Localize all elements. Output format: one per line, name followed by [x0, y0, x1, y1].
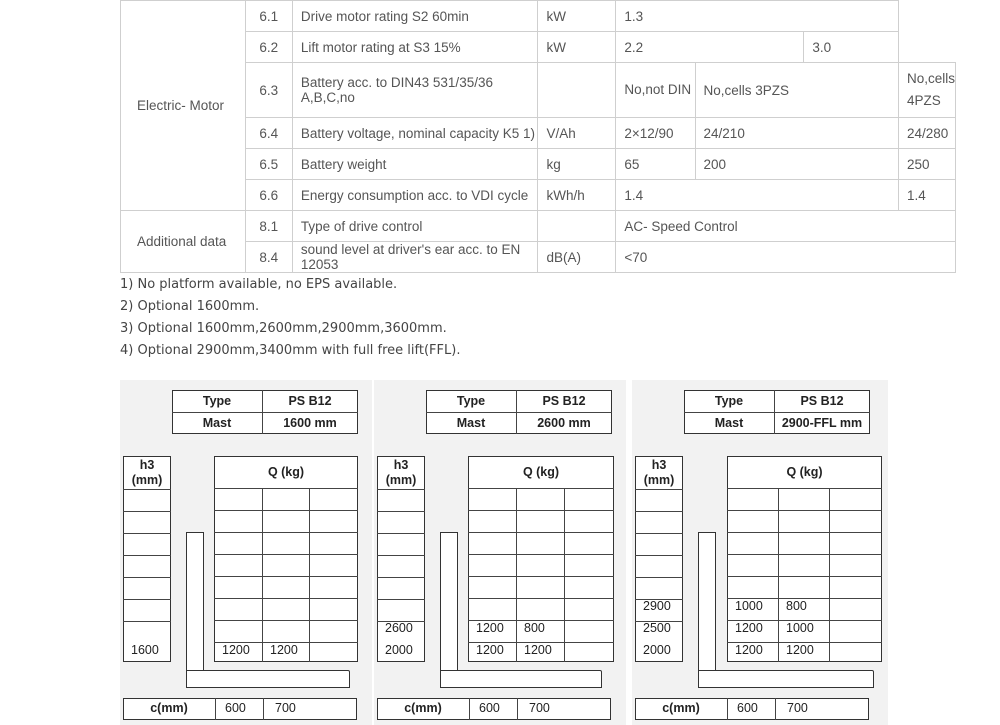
- mast-label: Mast: [714, 416, 744, 430]
- table-row: 6.5 Battery weight kg 65 200 250: [121, 149, 956, 180]
- q-value: 1200: [222, 643, 250, 657]
- c-value: 700: [787, 701, 808, 715]
- group-label: Additional data: [121, 211, 246, 273]
- grid-line: [727, 488, 882, 489]
- grid-line: [123, 511, 171, 512]
- grid-line: [214, 532, 358, 533]
- grid-line: [377, 555, 425, 556]
- footnote: 3) Optional 1600mm,2600mm,2900mm,3600mm.: [120, 321, 447, 336]
- h3-label: h3: [139, 458, 155, 472]
- grid-line: [635, 489, 683, 490]
- table-row: 6.3 Battery acc. to DIN43 531/35/36 A,B,C,no No,not DIN No,cells 3PZS No,cells 4PZS: [121, 63, 956, 118]
- q-value: 1200: [786, 643, 814, 657]
- footnote: 2) Optional 1600mm.: [120, 299, 260, 314]
- grid-line: [635, 577, 683, 578]
- grid-line: [214, 554, 358, 555]
- grid-line: [469, 698, 470, 720]
- grid-line: [123, 621, 171, 622]
- fork-upright: [440, 532, 458, 688]
- c-label: c(mm): [662, 701, 700, 715]
- h3-unit: (mm): [385, 473, 417, 487]
- q-value: 1200: [735, 643, 763, 657]
- table-row: 6.2 Lift motor rating at S3 15% kW 2.2 3.0: [121, 32, 956, 63]
- grid-line: [214, 576, 358, 577]
- load-diagram-1600: [120, 380, 372, 725]
- load-diagram-2600: [374, 380, 626, 725]
- grid-line: [517, 698, 518, 720]
- grid-line: [263, 698, 264, 720]
- h3-unit: (mm): [643, 473, 675, 487]
- table-row: Electric- Motor 6.1 Drive motor rating S2 60min kW 1.3: [121, 1, 956, 32]
- h3-value: 2900: [643, 599, 671, 613]
- mast-value: 1600 mm: [283, 416, 337, 430]
- fork-blade: [186, 670, 350, 688]
- grid-line: [377, 577, 425, 578]
- spec-table: [120, 0, 956, 273]
- table-row: 8.4 sound level at driver's ear acc. to EN 12053 dB(A) <70: [121, 242, 956, 273]
- fork-blade: [440, 670, 602, 688]
- footnote: 1) No platform available, no EPS available.: [120, 277, 398, 292]
- h3-value: 2500: [643, 621, 671, 635]
- type-label: Type: [714, 394, 744, 408]
- table-row: Additional data 8.1 Type of drive control AC- Speed Control: [121, 211, 956, 242]
- c-value: 700: [275, 701, 296, 715]
- grid-line: [214, 598, 358, 599]
- grid-line: [684, 412, 870, 413]
- grid-line: [775, 698, 776, 720]
- grid-line: [468, 510, 614, 511]
- grid-line: [377, 533, 425, 534]
- grid-line: [172, 412, 358, 413]
- grid-line: [377, 489, 425, 490]
- h3-value: 2000: [643, 643, 671, 657]
- grid-line: [214, 510, 358, 511]
- grid-line: [123, 555, 171, 556]
- grid-line: [468, 576, 614, 577]
- h3-value: 2000: [385, 643, 413, 657]
- grid-line: [309, 488, 310, 662]
- load-diagram-2900-ffl: [632, 380, 888, 725]
- grid-line: [468, 598, 614, 599]
- grid-line: [262, 488, 263, 662]
- q-label: Q (kg): [786, 465, 823, 479]
- mast-label: Mast: [456, 416, 486, 430]
- q-value: 800: [786, 599, 807, 613]
- grid-line: [635, 533, 683, 534]
- h3-value: 2600: [385, 621, 413, 635]
- footnotes: [120, 274, 460, 362]
- q-value: 800: [524, 621, 545, 635]
- type-value: PS B12: [542, 394, 586, 408]
- grid-line: [377, 599, 425, 600]
- c-label: c(mm): [404, 701, 442, 715]
- c-label: c(mm): [150, 701, 188, 715]
- table-row: 6.6 Energy consumption acc. to VDI cycle kWh/h 1.4 1.4: [121, 180, 956, 211]
- grid-line: [214, 488, 358, 489]
- type-label: Type: [202, 394, 232, 408]
- c-value: 600: [225, 701, 246, 715]
- mast-value: 2600 mm: [537, 416, 591, 430]
- group-label: Electric- Motor: [121, 1, 246, 211]
- q-label: Q (kg): [267, 465, 305, 479]
- grid-line: [123, 533, 171, 534]
- grid-line: [468, 532, 614, 533]
- q-value: 1200: [524, 643, 552, 657]
- fork-blade: [698, 670, 874, 688]
- grid-line: [468, 488, 614, 489]
- h3-label: h3: [393, 458, 409, 472]
- q-value: 1000: [786, 621, 814, 635]
- mast-label: Mast: [202, 416, 232, 430]
- grid-line: [635, 511, 683, 512]
- h3-label: h3: [651, 458, 667, 472]
- fork-upright: [186, 532, 204, 688]
- grid-line: [635, 555, 683, 556]
- c-value: 700: [529, 701, 550, 715]
- grid-line: [123, 577, 171, 578]
- fork-upright: [698, 532, 716, 688]
- q-label: Q (kg): [522, 465, 560, 479]
- h3-unit: (mm): [131, 473, 163, 487]
- grid-line: [468, 554, 614, 555]
- footnote: 4) Optional 2900mm,3400mm with full free lift(FFL).: [120, 343, 461, 358]
- q-value: 1200: [735, 621, 763, 635]
- grid-line: [727, 510, 882, 511]
- grid-line: [377, 511, 425, 512]
- table-row: 6.4 Battery voltage, nominal capacity K5 1) V/Ah 2×12/90 24/210 24/280: [121, 118, 956, 149]
- q-value: 1200: [476, 643, 504, 657]
- grid-line: [214, 620, 358, 621]
- q-value: 1000: [735, 599, 763, 613]
- grid-line: [215, 698, 216, 720]
- type-value: PS B12: [800, 394, 844, 408]
- c-value: 600: [737, 701, 758, 715]
- grid-line: [426, 412, 612, 413]
- type-value: PS B12: [288, 394, 332, 408]
- grid-line: [123, 489, 171, 490]
- c-value: 600: [479, 701, 500, 715]
- grid-line: [123, 599, 171, 600]
- grid-line: [727, 532, 882, 533]
- mast-value: 2900-FFL mm: [781, 416, 863, 430]
- q-value: 1200: [270, 643, 298, 657]
- grid-line: [727, 554, 882, 555]
- grid-line: [727, 698, 728, 720]
- h3-value: 1600: [131, 643, 159, 657]
- q-value: 1200: [476, 621, 504, 635]
- q-table: [214, 456, 358, 662]
- type-label: Type: [456, 394, 486, 408]
- grid-line: [727, 576, 882, 577]
